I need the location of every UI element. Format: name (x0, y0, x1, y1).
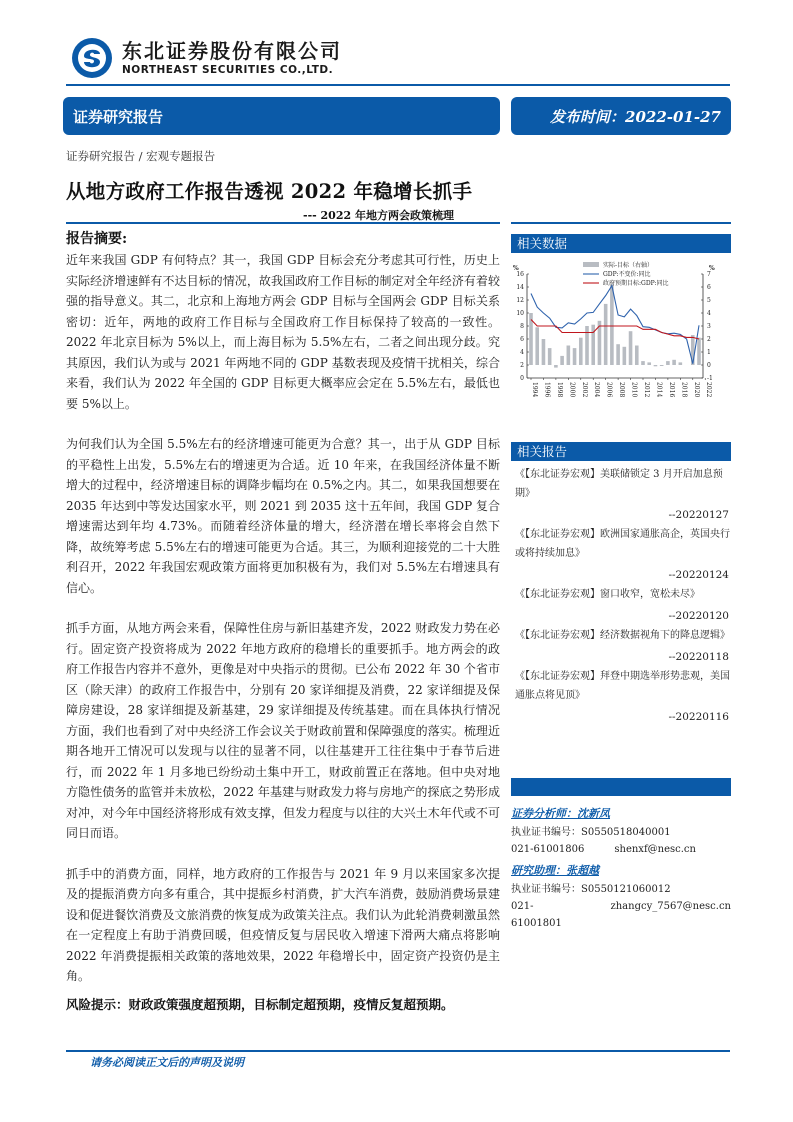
svg-text:2012: 2012 (643, 382, 650, 398)
svg-text:2: 2 (707, 336, 711, 343)
related-data-header: 相关数据 (511, 234, 731, 253)
svg-text:1994: 1994 (531, 382, 538, 398)
svg-text:16: 16 (516, 271, 524, 278)
svg-text:0: 0 (520, 375, 524, 382)
svg-text:2014: 2014 (655, 382, 663, 398)
report-title-link[interactable]: 《【东北证券宏观】拜登中期选举形势悲观，美国通胀点将见顶》 (515, 671, 730, 701)
svg-text:1998: 1998 (555, 382, 563, 398)
analyst-email[interactable]: zhangcy_7567@nesc.cn (610, 901, 731, 912)
svg-text:1996: 1996 (543, 382, 551, 398)
svg-text:5: 5 (707, 297, 711, 304)
svg-text:12: 12 (516, 297, 524, 304)
analyst-block (511, 862, 731, 932)
summary-heading: 报告摘要: (66, 231, 128, 247)
report-summary (66, 228, 500, 1013)
related-data-section (511, 234, 731, 253)
company-logo (70, 36, 342, 80)
svg-text:10: 10 (516, 310, 524, 317)
analyst-name: 证券分析师：沈新凤 (511, 807, 610, 820)
svg-text:0: 0 (707, 362, 711, 369)
svg-text:2002: 2002 (580, 382, 588, 398)
analyst-phone: 021-61001801 (511, 901, 562, 929)
svg-text:2: 2 (520, 362, 524, 369)
svg-text:实际-目标（右轴）: 实际-目标（右轴） (603, 262, 654, 269)
header-divider (66, 84, 730, 86)
breadcrumb: 证券研究报告 / 宏观专题报告 (66, 149, 216, 163)
report-entry[interactable] (511, 667, 731, 723)
company-name-cn: 东北证券股份有限公司 (122, 39, 342, 63)
report-title-link[interactable]: 《【东北证券宏观】美联储锁定 3 月开启加息预期》 (515, 469, 723, 499)
analyst-phone: 021-61001806 (511, 844, 585, 855)
svg-text:14: 14 (516, 284, 524, 291)
report-entry[interactable] (511, 585, 731, 622)
svg-text:GDP:不变价:同比: GDP:不变价:同比 (603, 271, 651, 278)
page-subtitle: --- 2022 年地方两会政策梳理 (303, 209, 454, 222)
report-entry[interactable] (511, 525, 731, 581)
svg-text:2022: 2022 (705, 382, 713, 398)
report-type-label: 证券研究报告 (73, 107, 164, 126)
summary-paragraph: 近年来我国 GDP 有何特点？其一，我国 GDP 目标会充分考虑其可行性，历史上实际经济增速鲜有不达目标的情况，故我国政府工作目标的制定对全年经济有着较强的指导意义。其二，北京和上海地方两会 GDP 目标与全国两会 GDP 目标关系密切：近年，两地的政府工作目标与全国政府工作目标保持了较高的一致性。2022 年北京目标为 5%以上，而上海目标为 5.5%左右，二者之间出现分歧。究其原因，我们认为或与 2021 年两地不同的 GDP 基数表现及疫情干扰相关，综合来看，我们认为 2022 年全国的 GDP 目标更大概率应会定在 5.5%左右，最低也要 5%以上。 (66, 253, 500, 411)
analyst-contact (511, 898, 731, 932)
analyst-cert: 执业证书编号：S0550518040001 (511, 827, 671, 838)
svg-text:4: 4 (707, 310, 711, 317)
report-date: --20220124 (668, 569, 729, 581)
svg-text:8: 8 (520, 323, 524, 330)
svg-text:2016: 2016 (667, 382, 675, 398)
svg-text:2018: 2018 (680, 382, 688, 398)
report-date: --20220116 (668, 711, 729, 723)
analyst-cert: 执业证书编号：S0550121060012 (511, 884, 671, 895)
analyst-email[interactable]: shenxf@nesc.cn (614, 844, 696, 855)
footer-disclaimer: 请务必阅读正文后的声明及说明 (90, 1056, 244, 1069)
company-name-en: NORTHEAST SECURITIES CO.,LTD. (122, 64, 334, 76)
svg-text:-1: -1 (707, 375, 713, 382)
svg-text:6: 6 (707, 284, 711, 291)
related-reports-section (511, 442, 731, 723)
report-title-link[interactable]: 《【东北证券宏观】窗口收窄，宽松未尽》 (515, 589, 700, 600)
gdp-chart (511, 258, 721, 418)
svg-text:3: 3 (707, 323, 711, 330)
report-title-link[interactable]: 《【东北证券宏观】经济数据视角下的降息逻辑》 (515, 630, 730, 641)
related-reports-header: 相关报告 (511, 442, 731, 461)
northeast-securities-logo-icon (70, 36, 114, 80)
svg-text:2006: 2006 (605, 382, 613, 398)
svg-text:%: % (709, 265, 715, 272)
report-title-link[interactable]: 《【东北证券宏观】欧洲国家通胀高企，英国央行或将持续加息》 (515, 529, 730, 559)
publish-date-label: 发布时间：2022-01-27 (550, 107, 721, 126)
risk-warning: 风险提示：财政政策强度超预期，目标制定超预期，疫情反复超预期。 (66, 996, 454, 1012)
analyst-contact (511, 841, 731, 858)
report-type-banner (63, 97, 500, 135)
svg-text:2010: 2010 (630, 382, 638, 398)
report-entry[interactable] (511, 465, 731, 521)
svg-text:2000: 2000 (568, 382, 576, 398)
analyst-block (511, 805, 731, 858)
page-title: 从地方政府工作报告透视 2022 年稳增长抓手 (66, 180, 473, 203)
svg-text:4: 4 (520, 349, 524, 356)
svg-text:2020: 2020 (692, 382, 700, 398)
publish-date-banner (511, 97, 731, 135)
report-entry[interactable] (511, 626, 731, 663)
summary-paragraph: 为何我们认为全国 5.5%左右的经济增速可能更为合意？其一，出于从 GDP 目标的平稳性上出发，5.5%左右的增速更为合适。近 10 年来，在我国经济体量不断增大的过程中，经济增速目标的调降步幅均在 0.5%之内。其二，如果我国想要在 2035 年达到中等发达国家水平，则 2021 到 2035 这十五年间，我国 GDP 复合增速需达到年均 4.73%。而随着经济体量的增大，经济潜在增长率将会自然下降，故统筹考虑 5.5%左右的增速可能更为合适。其三，为顺利迎接党的二十大胜利召开，2022 年我国宏观政策方面将更加积极有为，我们对 5.5%左右增速具有信心。 (66, 437, 500, 595)
svg-text:1: 1 (707, 349, 711, 356)
report-date: --20220120 (668, 610, 729, 622)
report-date: --20220118 (668, 651, 729, 663)
svg-text:%: % (513, 265, 519, 272)
footer-divider (66, 1050, 730, 1052)
svg-text:政府预期目标:GDP:同比: 政府预期目标:GDP:同比 (603, 280, 669, 287)
analyst-section-divider (511, 778, 731, 796)
svg-text:2004: 2004 (593, 382, 601, 398)
svg-text:6: 6 (520, 336, 524, 343)
analyst-info (511, 805, 731, 932)
analyst-name: 研究助理：张超越 (511, 864, 599, 877)
summary-paragraph: 抓手中的消费方面，同样，地方政府的工作报告与 2021 年 9 月以来国家多次提及的提振消费方向多有重合，其中提振乡村消费，扩大汽车消费，鼓励消费场景建设和促进餐饮消费及文旅消费的恢复成为政策关注点。我们认为此轮消费刺激虽然在一定程度上有助于消费回暖，但疫情反复与居民收入增速下滑两大痛点将影响 2022 年消费提振相关政策的落地效果，2022 年稳增长中，固定资产投资仍是主角。 (66, 866, 500, 983)
report-date: --20220127 (668, 509, 729, 521)
title-divider-right (511, 222, 731, 224)
svg-text:7: 7 (707, 271, 711, 278)
summary-paragraph: 抓手方面，从地方两会来看，保障性住房与新旧基建齐发，2022 财政发力势在必行。固定资产投资将成为 2022 年地方政府的稳增长的重要抓手。地方两会的政府工作报告内容并不意外，更像是对中央指示的贯彻。已公布 2022 年 30 个省市区（除天津）的政府工作报告中，分别有 20 家详细提及消费，22 家详细提及保障房建设，28 家详细提及新基建，29 家详细提及传统基建。而在具体执行情况方面，我们也看到了对中央经济工作会议关于财政前置和保障强度的落实。梳理近期各地开工情况可以发现与以往的显著不同，以往基建开工往往集中于春节后进行，而 2022 年 1 月多地已纷纷动土集中开工，财政前置正在落地。但中央对地方隐性债务的监管并未放松，2022 年基建与财政发力将与房地产的探底之势形成对冲，对今年中国经济将形成有效支撑，但发力程度与以往的大兴土木年代或不可同日而语。 (66, 621, 500, 840)
title-divider-left (66, 222, 500, 224)
gdp-target-chart (511, 258, 721, 418)
svg-text:2008: 2008 (618, 382, 626, 398)
